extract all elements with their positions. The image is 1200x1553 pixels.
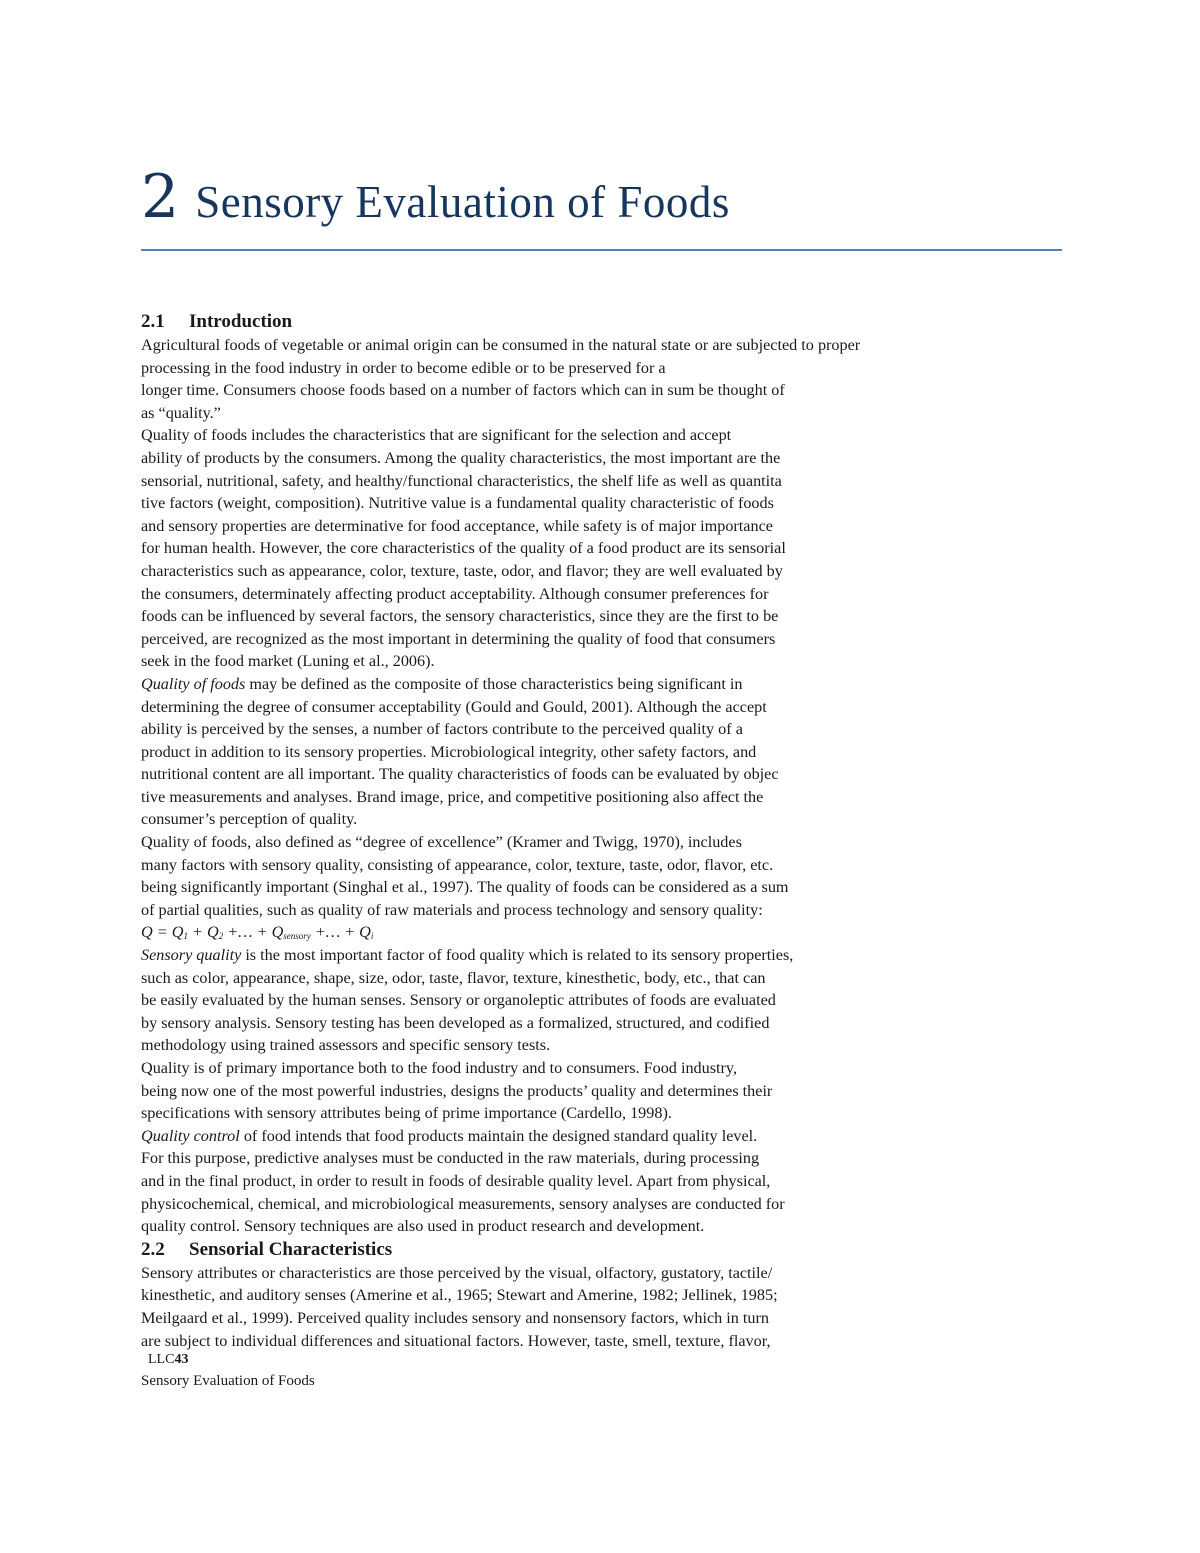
text-line: foods can be influenced by several factors, the sensory characteristics, since they are the first to be (141, 607, 779, 626)
text-line: Quality is of primary importance both to the food industry and to consumers. Food industry, (141, 1059, 738, 1077)
text-line: Agricultural foods of vegetable or animal origin can be consumed in the natural state or are subjected to proper (141, 336, 861, 354)
chapter-heading (141, 158, 1062, 236)
text-line: and sensory properties are determinative for food acceptance, while safety is of major importance (141, 516, 773, 535)
text-line: are subject to individual differences and situational factors. However, taste, smell, texture, flavor, (141, 1331, 771, 1350)
text-line: methodology using trained assessors and specific sensory tests. (141, 1036, 551, 1055)
page-number: 43 (174, 1352, 189, 1367)
text-line: be easily evaluated by the human senses. Sensory or organoleptic attributes of foods are evaluated (141, 991, 776, 1010)
italic-term: Quality of foods (141, 674, 246, 693)
quality-equation: $Q = Q_1 + Q_2$ +… + $Q_{sensory}$ +… + $Q_i$ (141, 923, 374, 942)
text-run: of food intends that food products maintain the designed standard quality level. (239, 1126, 758, 1145)
text-line: consumer’s perception of quality. (141, 810, 358, 829)
text-line: tive factors (weight, composition). Nutritive value is a fundamental quality characteristic of foods (141, 494, 774, 513)
paragraph-quality-intro (141, 334, 1041, 673)
section-heading-introduction (141, 310, 1041, 334)
text-line (141, 1125, 1041, 1148)
section-title: Introduction (189, 311, 293, 332)
chapter-number: 2 (141, 162, 180, 232)
text-line (141, 673, 1041, 696)
text-line: many factors with sensory quality, consisting of appearance, color, texture, taste, odor, flavor, etc. (141, 855, 774, 874)
footer-prefix: LLC (148, 1352, 175, 1367)
text-line: processing in the food industry in order to become edible or to be preserved for a (141, 358, 666, 377)
text-line: by sensory analysis. Sensory testing has been developed as a formalized, structured, and codified (141, 1013, 770, 1032)
italic-term: Quality control (141, 1126, 240, 1145)
text-line: product in addition to its sensory properties. Microbiological integrity, other safety factors, and (141, 742, 757, 761)
text-line: being significantly important (Singhal et al., 1997). The quality of foods can be considered as a sum (141, 878, 789, 897)
italic-term: Sensory quality (141, 946, 242, 965)
running-title: Sensory Evaluation of Foods (141, 1373, 315, 1389)
paragraph-quality-control (141, 1125, 1041, 1238)
text-line: being now one of the most powerful industries, designs the products’ quality and determines their (141, 1081, 773, 1100)
text-line: ability is perceived by the senses, a number of factors contribute to the perceived quality of a (141, 720, 743, 739)
text-line: as “quality.” (141, 403, 221, 422)
text-line: quality control. Sensory techniques are also used in product research and development. (141, 1217, 705, 1236)
text-line: For this purpose, predictive analyses must be conducted in the raw materials, during processing (141, 1149, 760, 1168)
text-line: specifications with sensory attributes being of prime importance (Cardello, 1998). (141, 1104, 672, 1123)
text-line (141, 944, 1041, 967)
text-line: the consumers, determinately affecting product acceptability. Although consumer preferences for (141, 584, 769, 603)
text-line: determining the degree of consumer acceptability (Gould and Gould, 2001). Although the accept (141, 697, 767, 716)
text-line: perceived, are recognized as the most important in determining the quality of food that consumers (141, 629, 776, 648)
text-line: ability of products by the consumers. Among the quality characteristics, the most important are the (141, 448, 781, 467)
document-body (141, 310, 1041, 1352)
text-line: seek in the food market (Luning et al., 2006). (141, 652, 435, 671)
text-line: of partial qualities, such as quality of raw materials and process technology and sensory quality: (141, 900, 763, 919)
chapter-title: Sensory Evaluation of Foods (195, 177, 730, 227)
section-heading-sensorial-characteristics (141, 1238, 1041, 1262)
text-line: Quality of foods, also defined as “degree of excellence” (Kramer and Twigg, 1970), includes (141, 833, 742, 852)
text-line: sensorial, nutritional, safety, and healthy/functional characteristics, the shelf life as well as quantita (141, 471, 782, 490)
text-line: tive measurements and analyses. Brand image, price, and competitive positioning also affect the (141, 787, 764, 806)
page-footer-tag (148, 1350, 188, 1370)
text-line: such as color, appearance, shape, size, odor, taste, flavor, texture, kinesthetic, body, etc., that can (141, 968, 766, 987)
paragraph-sensory-attributes (141, 1262, 1041, 1352)
chapter-rule (141, 249, 1062, 251)
text-run: is the most important factor of food quality which is related to its sensory properties, (241, 946, 794, 965)
section-number: 2.1 (141, 311, 165, 332)
text-line: for human health. However, the core characteristics of the quality of a food product are its sensorial (141, 539, 786, 558)
section-title: Sensorial Characteristics (189, 1238, 393, 1260)
text-line: physicochemical, chemical, and microbiological measurements, sensory analyses are conducted for (141, 1194, 785, 1213)
text-line: characteristics such as appearance, color, texture, taste, odor, and flavor; they are well evaluated by (141, 561, 783, 580)
text-line: Sensory attributes or characteristics are those perceived by the visual, olfactory, gustatory, tactile/ (141, 1263, 773, 1282)
text-line: longer time. Consumers choose foods based on a number of factors which can in sum be thought of (141, 381, 785, 400)
section-number: 2.2 (141, 1238, 165, 1260)
text-line: and in the final product, in order to result in foods of desirable quality level. Apart from physical, (141, 1171, 771, 1190)
text-line: nutritional content are all important. The quality characteristics of foods can be evaluated by objec (141, 765, 779, 784)
paragraph-quality-definition (141, 673, 1041, 922)
text-line: Quality of foods includes the characteristics that are significant for the selection and accept (141, 426, 732, 445)
text-line: Meilgaard et al., 1999). Perceived quality includes sensory and nonsensory factors, which in turn (141, 1308, 770, 1327)
text-run: may be defined as the composite of those characteristics being significant in (245, 674, 743, 693)
paragraph-sensory-quality (141, 944, 1041, 1125)
text-line: kinesthetic, and auditory senses (Amerine et al., 1965; Stewart and Amerine, 1982; Jellinek, 1985; (141, 1286, 778, 1305)
